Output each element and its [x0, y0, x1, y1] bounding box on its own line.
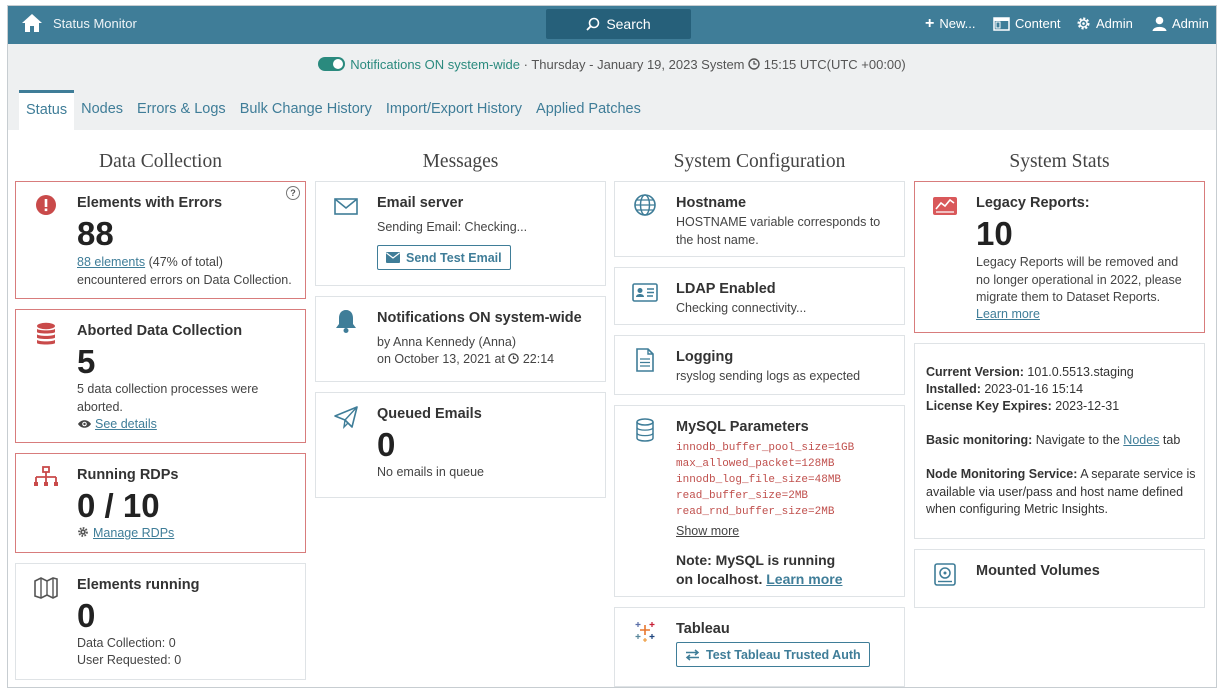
eye-icon — [77, 419, 92, 429]
legacy-learn-more-link[interactable]: Learn more — [976, 307, 1040, 321]
app-window — [7, 5, 1217, 688]
elements-running-card — [15, 563, 306, 680]
column-title: System Stats — [1009, 151, 1110, 172]
test-tableau-auth-button[interactable]: Test Tableau Trusted Auth — [676, 642, 870, 667]
mysql-param: innodb_log_file_size=48MB — [676, 474, 842, 486]
ldap-card — [614, 267, 905, 325]
rdps-count: 0 / 10 — [77, 487, 160, 524]
ldap-description: Checking connectivity... — [676, 301, 807, 315]
installed-date: Installed: 2023-01-16 15:14 — [926, 382, 1084, 396]
content-menu[interactable] — [993, 16, 1061, 31]
card-title: Tableau — [676, 621, 730, 637]
column-title: Data Collection — [99, 151, 222, 172]
mysql-param: max_allowed_packet=128MB — [676, 458, 835, 470]
running-data-collection: Data Collection: 0 — [77, 636, 176, 650]
see-details — [77, 416, 157, 434]
sitemap-icon — [33, 465, 59, 491]
legacy-count: 10 — [976, 215, 1013, 252]
system-info-card — [914, 343, 1205, 539]
notification-status-line — [8, 57, 1216, 72]
tab-bulk-change-history[interactable]: Bulk Change History — [239, 101, 372, 117]
content-label: Content — [1015, 16, 1061, 31]
notifications-on: on October 13, 2021 at 22:14 — [377, 352, 555, 366]
email-status: Sending Email: Checking... — [377, 220, 528, 234]
column-title: System Configuration — [673, 151, 846, 172]
search-label: Search — [606, 16, 651, 32]
manage-rdps-link[interactable]: Manage RDPs — [93, 526, 175, 540]
chart-report-icon — [932, 193, 958, 219]
card-title: LDAP Enabled — [676, 281, 776, 297]
mysql-param: innodb_buffer_pool_size=1GB — [676, 442, 855, 454]
errors-count: 88 — [77, 215, 114, 252]
card-title: Hostname — [676, 195, 747, 211]
card-title: Mounted Volumes — [976, 563, 1100, 579]
status-subheader — [8, 44, 1216, 130]
admin-menu[interactable] — [1076, 16, 1133, 31]
card-title: MySQL Parameters — [676, 419, 809, 435]
show-more-link[interactable]: Show more — [676, 524, 740, 538]
tab-nodes[interactable]: Nodes — [81, 101, 124, 117]
admin-menu-label: Admin — [1096, 16, 1133, 31]
mysql-note: Note: MySQL is running on localhost. Learn more — [676, 552, 843, 587]
running-rdps-card — [15, 453, 306, 553]
search-button[interactable] — [546, 9, 691, 39]
hostname-card — [614, 181, 905, 257]
map-icon — [33, 575, 59, 601]
node-monitoring-service: Node Monitoring Service: A separate service is available via user/pass and host name defined when configuring Metric Insights. — [926, 467, 1196, 516]
bell-icon — [333, 308, 359, 334]
card-title: Legacy Reports: — [976, 195, 1090, 211]
search-icon — [586, 17, 600, 31]
system-configuration-column — [614, 130, 905, 662]
database-icon — [632, 417, 658, 443]
system-time: 15:15 UTC(UTC +00:00) — [763, 57, 906, 72]
user-label: Admin — [1172, 16, 1209, 31]
clock-icon — [748, 58, 760, 70]
see-details-link[interactable]: See details — [95, 417, 157, 431]
mysql-params-list — [676, 440, 854, 520]
aborted-data-collection-card — [15, 309, 306, 443]
errors-description: 88 elements (47% of total) encountered errors on Data Collection. — [77, 255, 292, 287]
aborted-count: 5 — [77, 343, 96, 380]
send-test-email-button[interactable]: Send Test Email — [377, 245, 511, 270]
elements-link[interactable]: 88 elements — [77, 255, 146, 269]
globe-icon — [632, 193, 658, 219]
home-icon[interactable] — [21, 13, 43, 33]
mysql-parameters-card — [614, 405, 905, 597]
tab-applied-patches[interactable]: Applied Patches — [536, 101, 641, 117]
tab-bar — [19, 90, 648, 130]
error-alert-icon — [33, 193, 59, 219]
aborted-description: 5 data collection processes were aborted. — [77, 382, 259, 414]
nodes-link[interactable]: Nodes — [1123, 433, 1160, 447]
mysql-param: read_rnd_buffer_size=2MB — [676, 506, 835, 518]
system-datetime: · Thursday - January 19, 2023 System — [520, 57, 749, 72]
content-window-icon — [993, 17, 1010, 31]
top-navbar — [8, 6, 1216, 44]
card-title: Elements with Errors — [77, 195, 223, 211]
card-title: Notifications ON system-wide — [377, 310, 582, 326]
tableau-logo-icon — [632, 619, 658, 645]
plus-icon: + — [925, 14, 935, 32]
card-title: Email server — [377, 195, 464, 211]
gear-icon — [77, 526, 89, 538]
gear-icon — [1076, 16, 1091, 31]
messages-column — [315, 130, 606, 479]
card-title: Queued Emails — [377, 406, 482, 422]
paper-plane-icon — [333, 404, 359, 430]
current-version: Current Version: 101.0.5513.staging — [926, 365, 1134, 379]
legacy-reports-card — [914, 181, 1205, 333]
running-user-requested: User Requested: 0 — [77, 653, 182, 667]
envelope-icon — [333, 193, 359, 219]
license-expiry: License Key Expires: 2023-12-31 — [926, 399, 1120, 413]
column-title: Messages — [422, 151, 499, 172]
data-collection-column — [15, 130, 306, 667]
card-title: Elements running — [77, 577, 200, 593]
mounted-volumes-card — [914, 549, 1205, 608]
tableau-card — [614, 607, 905, 687]
id-card-icon — [632, 279, 658, 305]
basic-monitoring: Basic monitoring: Navigate to the Nodes tab — [926, 433, 1181, 447]
help-icon[interactable]: ? — [286, 186, 300, 200]
card-title: Running RDPs — [77, 467, 179, 483]
notifications-toggle[interactable] — [318, 57, 345, 71]
new-label: New... — [939, 16, 976, 31]
mysql-learn-more-link[interactable]: Learn more — [766, 571, 843, 587]
email-server-card — [315, 181, 606, 286]
card-title: Aborted Data Collection — [77, 323, 243, 339]
exchange-arrows-icon — [685, 649, 700, 661]
running-count: 0 — [77, 597, 96, 634]
envelope-icon — [386, 252, 400, 263]
mysql-param: read_buffer_size=2MB — [676, 490, 809, 502]
elements-with-errors-card — [15, 181, 306, 299]
user-menu[interactable] — [1152, 16, 1209, 31]
system-stats-column — [914, 130, 1205, 579]
document-icon — [632, 347, 658, 373]
queued-count: 0 — [377, 426, 396, 463]
notifications-card — [315, 296, 606, 382]
tab-import-export-history[interactable]: Import/Export History — [385, 101, 523, 117]
hard-drive-icon — [932, 561, 958, 587]
logging-card — [614, 335, 905, 395]
logging-description: rsyslog sending logs as expected — [676, 369, 861, 383]
queued-emails-card — [315, 392, 606, 498]
clock-icon — [508, 353, 519, 364]
card-title: Logging — [676, 349, 734, 365]
database-icon — [33, 321, 59, 347]
user-icon — [1152, 16, 1167, 31]
queued-description: No emails in queue — [377, 465, 485, 479]
new-menu[interactable] — [925, 16, 975, 31]
notifications-status[interactable]: Notifications ON system-wide — [350, 57, 521, 72]
tab-errors-logs[interactable]: Errors & Logs — [137, 101, 226, 117]
legacy-description: Legacy Reports will be removed and no longer operational in 2022, please migrate them to Dataset Reports. — [976, 255, 1182, 304]
tab-status[interactable]: Status — [19, 90, 74, 130]
hostname-description: HOSTNAME variable corresponds to the host name. — [676, 215, 881, 247]
notifications-by: by Anna Kennedy (Anna) — [377, 335, 516, 349]
app-name[interactable]: Status Monitor — [53, 16, 137, 31]
manage-rdps — [77, 525, 174, 543]
